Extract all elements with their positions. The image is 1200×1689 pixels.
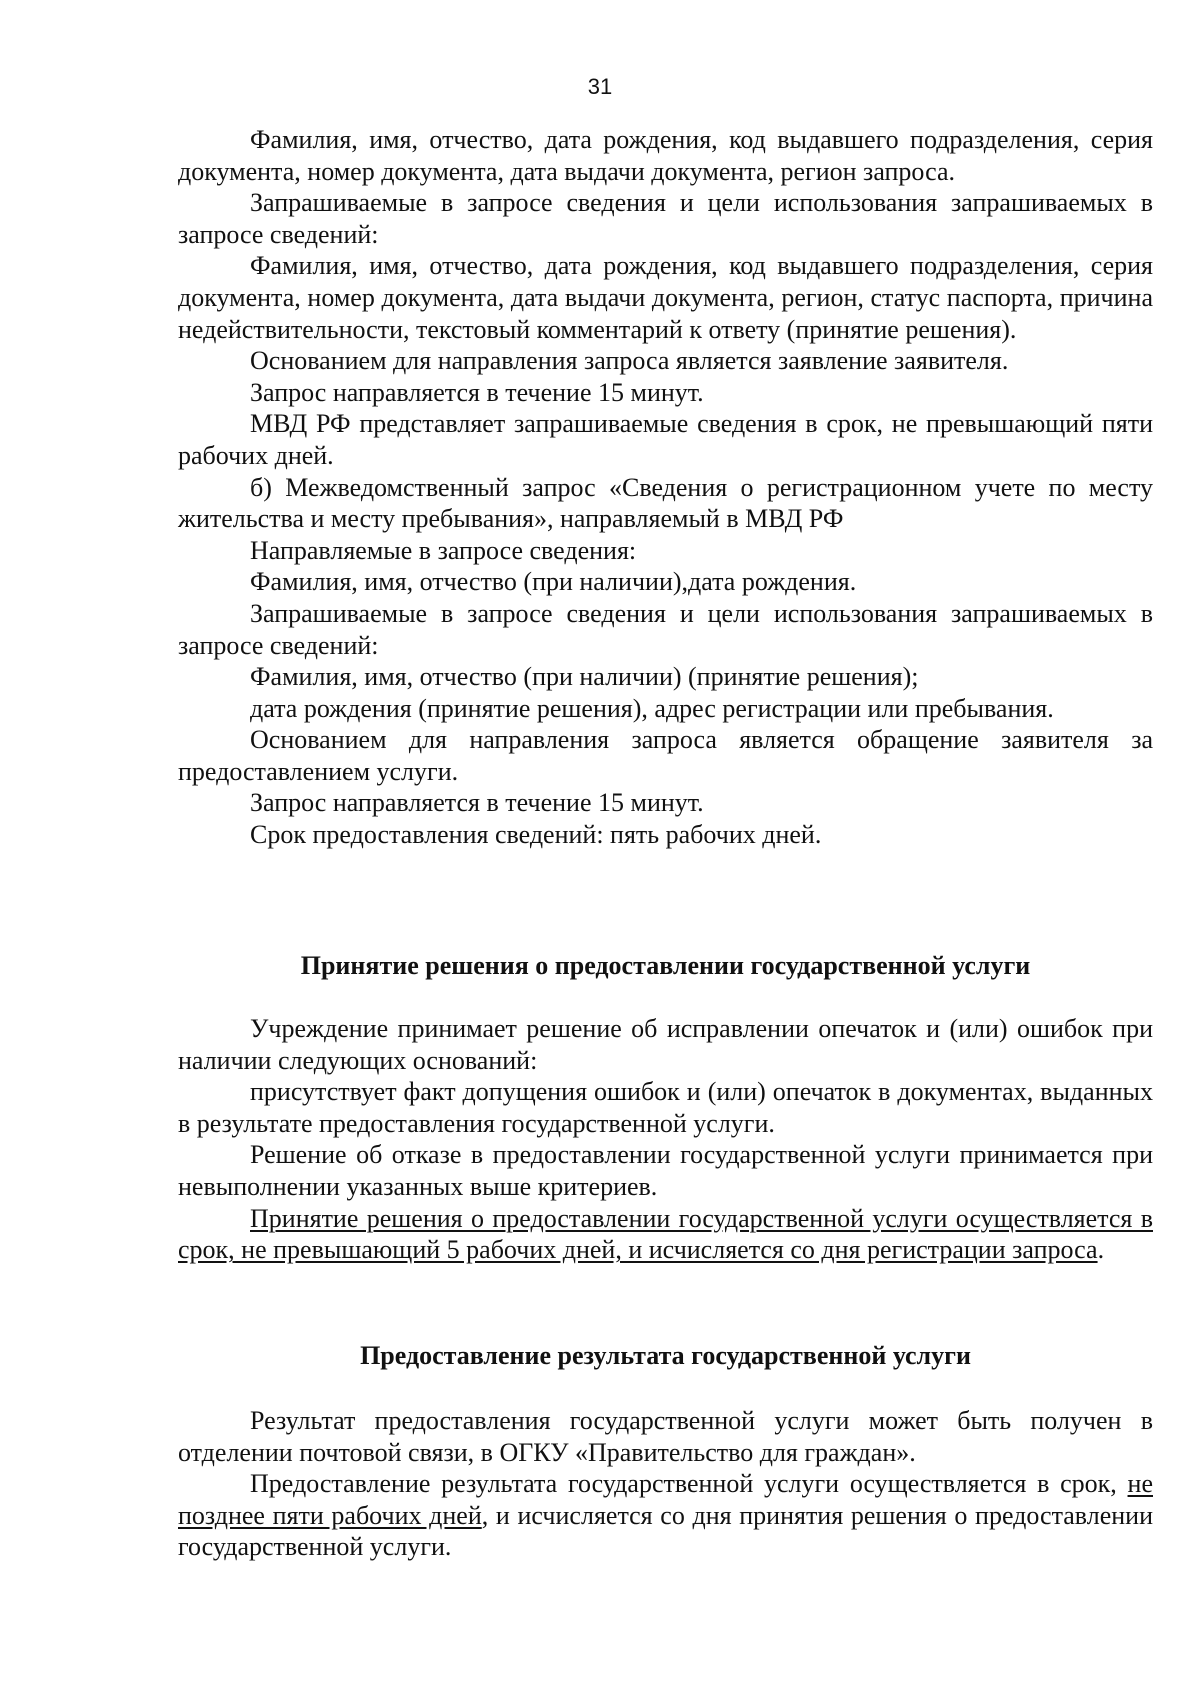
paragraph: Фамилия, имя, отчество (при наличии) (принятие решения); <box>250 662 919 692</box>
section-heading-decision: Принятие решения о предоставлении государственной услуги <box>300 951 1031 980</box>
paragraph-text: Предоставление результата государственной услуги осуществляется в срок, <box>250 1469 1128 1499</box>
underlined-deadline-text: Принятие решения о предоставлении государственной услуги осуществляется в срок, не превышающий 5 рабочих дней, и исчисляется со дня регистрации запроса <box>178 1203 1153 1265</box>
paragraph: Запрашиваемые в запросе сведения и цели использования запрашиваемых в запросе сведений: <box>178 598 1153 660</box>
paragraph-tail: . <box>1097 1235 1105 1265</box>
paragraph: дата рождения (принятие решения), адрес регистрации или пребывания. <box>250 693 1054 723</box>
result-section <box>178 1405 1153 1563</box>
paragraph: Запрос направляется в течение 15 минут. <box>250 788 704 818</box>
paragraph <box>178 1468 1153 1563</box>
request-details-section <box>178 124 1153 851</box>
paragraph: Фамилия, имя, отчество (при наличии),дата рождения. <box>250 567 857 597</box>
paragraph: Решение об отказе в предоставлении государственной услуги принимается при невыполнении указанных выше критериев. <box>178 1140 1153 1201</box>
paragraph: Запрашиваемые в запросе сведения и цели использования запрашиваемых в запросе сведений: <box>178 188 1153 249</box>
paragraph: Результат предоставления государственной услуги может быть получен в отделении почтовой связи, в ОГКУ «Правительство для граждан». <box>178 1406 1153 1467</box>
paragraph: Направляемые в запросе сведения: <box>250 535 637 565</box>
underlined-deadline-text: не позднее пяти рабочих дней <box>178 1469 1153 1530</box>
paragraph: Запрос направляется в течение 15 минут. <box>250 377 704 407</box>
paragraph: Фамилия, имя, отчество, дата рождения, код выдавшего подразделения, серия документа, номер документа, дата выдачи документа, регион, статус паспорта, причина недействительности, текстовый комментарий к ответу (принятие решения). <box>178 251 1153 344</box>
paragraph: Основанием для направления запроса является заявление заявителя. <box>250 346 1009 376</box>
paragraph: присутствует факт допущения ошибок и (или) опечаток в документах, выданных в результате предоставления государственной услуги. <box>178 1077 1153 1138</box>
paragraph: Срок предоставления сведений: пять рабочих дней. <box>250 820 822 850</box>
section-heading-result: Предоставление результата государственной услуги <box>360 1341 971 1370</box>
paragraph: МВД РФ представляет запрашиваемые сведения в срок, не превышающий пяти рабочих дней. <box>178 409 1153 470</box>
paragraph <box>178 1203 1153 1266</box>
paragraph: б) Межведомственный запрос «Сведения о регистрационном учете по месту жительства и месту пребывания», направляемый в МВД РФ <box>178 472 1153 534</box>
paragraph: Учреждение принимает решение об исправлении опечаток и (или) ошибок при наличии следующих оснований: <box>178 1014 1153 1075</box>
decision-section <box>178 1013 1153 1266</box>
paragraph-text: , и исчисляется со дня принятия решения о предоставлении государственной услуги. <box>178 1500 1153 1562</box>
page-number: 31 <box>587 74 613 99</box>
paragraph: Фамилия, имя, отчество, дата рождения, код выдавшего подразделения, серия документа, номер документа, дата выдачи документа, регион запроса. <box>178 125 1153 186</box>
paragraph: Основанием для направления запроса является обращение заявителя за предоставлением услуги. <box>178 725 1153 786</box>
